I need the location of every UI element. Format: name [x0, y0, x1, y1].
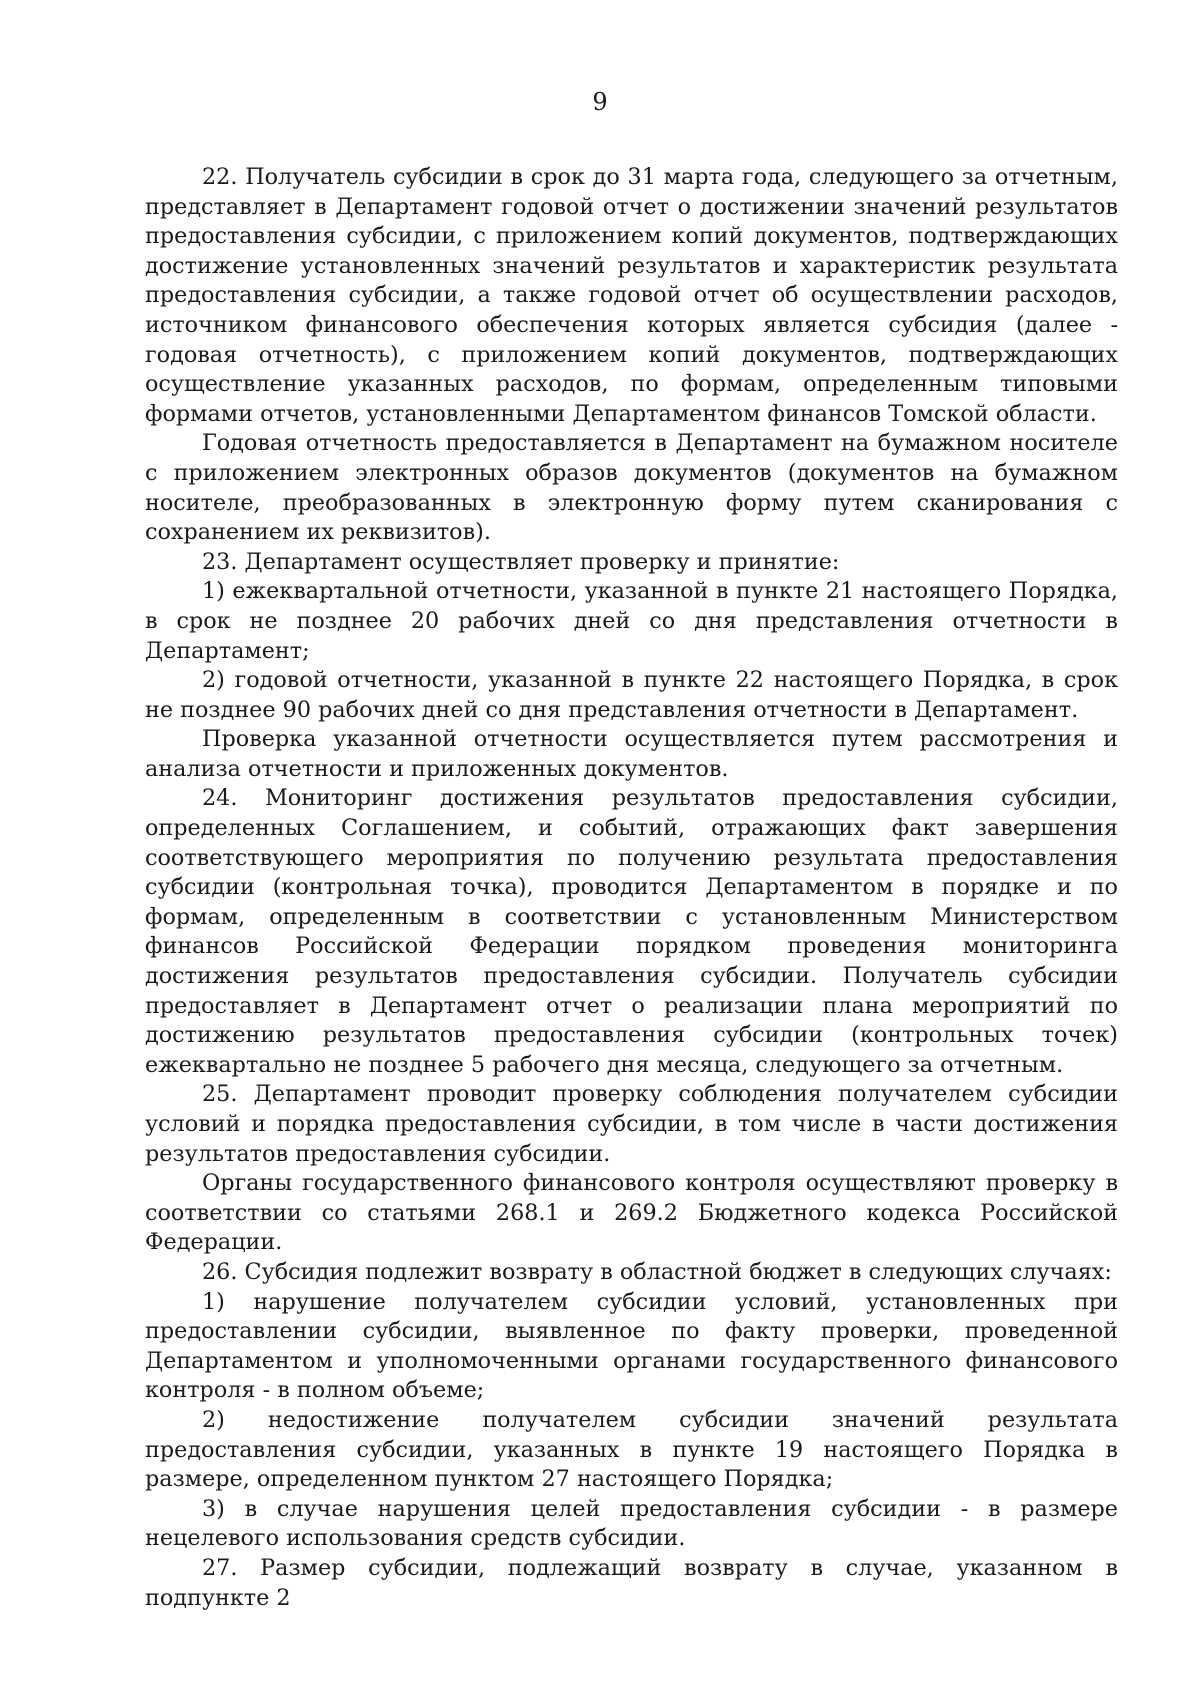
paragraph-26: 26. Субсидия подлежит возврату в областной бюджет в следующих случаях: — [202, 1258, 1112, 1285]
paragraph-27: 27. Размер субсидии, подлежащий возврату в случае, указанном в подпункте 2 — [145, 1554, 1118, 1611]
paragraph-22: 22. Получатель субсидии в срок до 31 марта года, следующего за отчетным, представляет в Департамент годовой отчет о достижении значений результатов предоставления субсидии, с приложением копий документов, подтверждающих достижение установленных значений результатов и характеристик результата предоставления субсидии, а также годовой отчет об осуществлении расходов, источником финансового обеспечения которых является субсидия (далее - годовая отчетность), с приложением копий документов, подтверждающих осуществление указанных расходов, по формам, определенным типовыми формами отчетов, установленными Департаментом финансов Томской области. — [145, 164, 1118, 427]
paragraph-26-item-3: 3) в случае нарушения целей предоставления субсидии - в размере нецелевого использования средств субсидии. — [145, 1495, 1118, 1552]
paragraph-23-item-2: 2) годовой отчетности, указанной в пункте 22 настоящего Порядка, в срок не позднее 90 рабочих дней со дня представления отчетности в Департамент. — [145, 667, 1118, 723]
document-body — [145, 163, 1118, 1613]
paragraph-23: 23. Департамент осуществляет проверку и принятие: — [202, 548, 840, 575]
paragraph-25-control-bodies: Органы государственного финансового контроля осуществляют проверку в соответствии со статьями 268.1 и 269.2 Бюджетного кодекса Российской Федерации. — [145, 1170, 1118, 1256]
paragraph-23-review: Проверка указанной отчетности осуществляется путем рассмотрения и анализа отчетности и приложенных документов. — [145, 726, 1118, 782]
paragraph-24: 24. Мониторинг достижения результатов предоставления субсидии, определенных Соглашением, и событий, отражающих факт завершения соответствующего мероприятия по получению результата предоставления субсидии (контрольная точка), проводится Департаментом в порядке и по формам, определенным в соответствии с установленным Министерством финансов Российской Федерации порядком проведения мониторинга достижения результатов предоставления субсидии. Получатель субсидии предоставляет в Департамент отчет о реализации плана мероприятий по достижению результатов предоставления субсидии (контрольных точек) ежеквартально не позднее 5 рабочего дня месяца, следующего за отчетным. — [145, 785, 1118, 1078]
page-number: 9 — [592, 88, 608, 116]
paragraph-23-item-1: 1) ежеквартальной отчетности, указанной в пункте 21 настоящего Порядка, в срок не позднее 20 рабочих дней со дня представления отчетности в Департамент; — [145, 578, 1118, 664]
paragraph-22-annual-reporting: Годовая отчетность предоставляется в Департамент на бумажном носителе с приложением электронных образов документов (документов на бумажном носителе, преобразованных в электронную форму путем сканирования с сохранением их реквизитов). — [145, 430, 1118, 546]
paragraph-26-item-2: 2) недостижение получателем субсидии значений результата предоставления субсидии, указанных в пункте 19 настоящего Порядка в размере, определенном пунктом 27 настоящего Порядка; — [145, 1406, 1118, 1493]
paragraph-25: 25. Департамент проводит проверку соблюдения получателем субсидии условий и порядка предоставления субсидии, в том числе в части достижения результатов предоставления субсидии. — [145, 1081, 1118, 1167]
paragraph-26-item-1: 1) нарушение получателем субсидии условий, установленных при предоставлении субсидии, выявленное по факту проверки, проведенной Департаментом и уполномоченными органами государственного финансового контроля - в полном объеме; — [145, 1288, 1118, 1404]
